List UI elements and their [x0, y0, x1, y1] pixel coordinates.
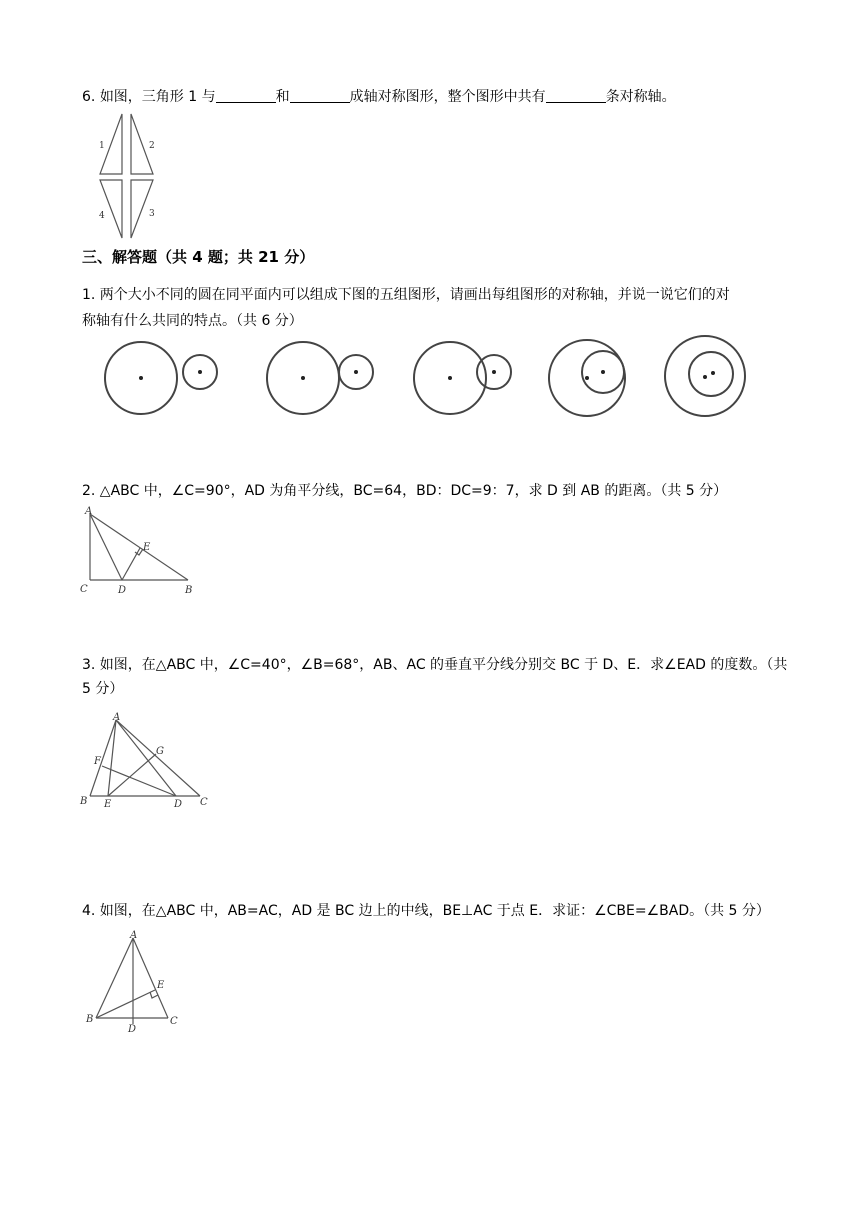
- p4-label-a: A: [130, 930, 138, 941]
- p3-line2: 5 分）: [82, 681, 124, 697]
- circle-small-5: [689, 352, 733, 396]
- p1-line1: 1. 两个大小不同的圆在同平面内可以组成下图的五组图形，请画出每组图形的对称轴，并说一说它们的对: [82, 287, 730, 303]
- center-dot: [492, 370, 496, 374]
- center-dot: [354, 370, 358, 374]
- p3-label-e: E: [104, 799, 112, 810]
- p2-label-e: E: [143, 542, 151, 553]
- bisector-ad: [90, 514, 122, 580]
- center-dot: [585, 376, 589, 380]
- center-dot: [448, 376, 452, 380]
- side-ab: [90, 514, 188, 580]
- perpendicular-de: [122, 548, 140, 580]
- altitude-be: [96, 990, 155, 1018]
- center-dot: [711, 371, 715, 375]
- segment-ad: [116, 720, 176, 796]
- center-dot: [601, 370, 605, 374]
- p2-label-b: B: [185, 585, 193, 596]
- center-dot: [198, 370, 202, 374]
- p3-label-g: G: [156, 746, 164, 757]
- p3-figure: [78, 710, 218, 810]
- side-ac: [116, 720, 200, 796]
- p4-figure: [82, 928, 192, 1034]
- q6-label-1: 1: [99, 141, 105, 151]
- side-ab: [96, 938, 133, 1018]
- q6-blank-2[interactable]: [290, 88, 350, 103]
- p3-label-b: B: [80, 796, 88, 807]
- p3-label-c: C: [200, 797, 208, 808]
- p1-line2: 称轴有什么共同的特点。（共 6 分）: [82, 313, 303, 329]
- p2-figure: [78, 506, 208, 598]
- q6-text-d: 条对称轴。: [605, 89, 676, 105]
- section-heading: 三、解答题（共 4 题；共 21 分）: [82, 248, 315, 266]
- q6-label-3: 3: [149, 209, 155, 219]
- p4-label-c: C: [170, 1016, 178, 1027]
- q6-blank-1[interactable]: [216, 88, 276, 103]
- q6-text-c: 成轴对称图形，整个图形中共有: [349, 89, 546, 105]
- p4-text: 4. 如图，在△ABC 中，AB=AC，AD 是 BC 边上的中线，BE⊥AC 于点 E．求证：∠CBE=∠BAD。（共 5 分）: [82, 903, 770, 919]
- q6-label-2: 2: [149, 141, 155, 151]
- p2-label-a: A: [85, 506, 93, 517]
- p1-circles-figure: [98, 336, 758, 420]
- p3-label-f: F: [94, 756, 101, 767]
- q6-label-4: 4: [99, 211, 105, 221]
- q6-text-b: 和: [275, 89, 290, 105]
- q6-text: [82, 86, 676, 108]
- q6-text-a: 如图，三角形 1 与: [99, 89, 216, 105]
- center-dot: [139, 376, 143, 380]
- p4-label-b: B: [86, 1014, 94, 1025]
- p3-label-d: D: [174, 799, 183, 810]
- p2-label-d: D: [118, 585, 127, 596]
- p3-line1: 3. 如图，在△ABC 中，∠C=40°，∠B=68°，AB、AC 的垂直平分线分别交 BC 于 D、E．求∠EAD 的度数。（共: [82, 657, 788, 673]
- bisector-ge: [108, 754, 156, 796]
- center-dot: [301, 376, 305, 380]
- q6-figure: [90, 108, 170, 244]
- triangle-4: [100, 180, 122, 238]
- p4-label-e: E: [157, 980, 165, 991]
- q6-blank-3[interactable]: [546, 88, 606, 103]
- p3-label-a: A: [113, 712, 121, 723]
- p2-label-c: C: [80, 584, 88, 595]
- center-dot: [703, 375, 707, 379]
- side-ac: [133, 938, 168, 1018]
- p4-label-d: D: [128, 1024, 137, 1035]
- q6-number: 6.: [82, 89, 96, 105]
- p2-text: 2. △ABC 中，∠C=90°，AD 为角平分线，BC=64，BD：DC=9：7，求 D 到 AB 的距离。（共 5 分）: [82, 483, 728, 499]
